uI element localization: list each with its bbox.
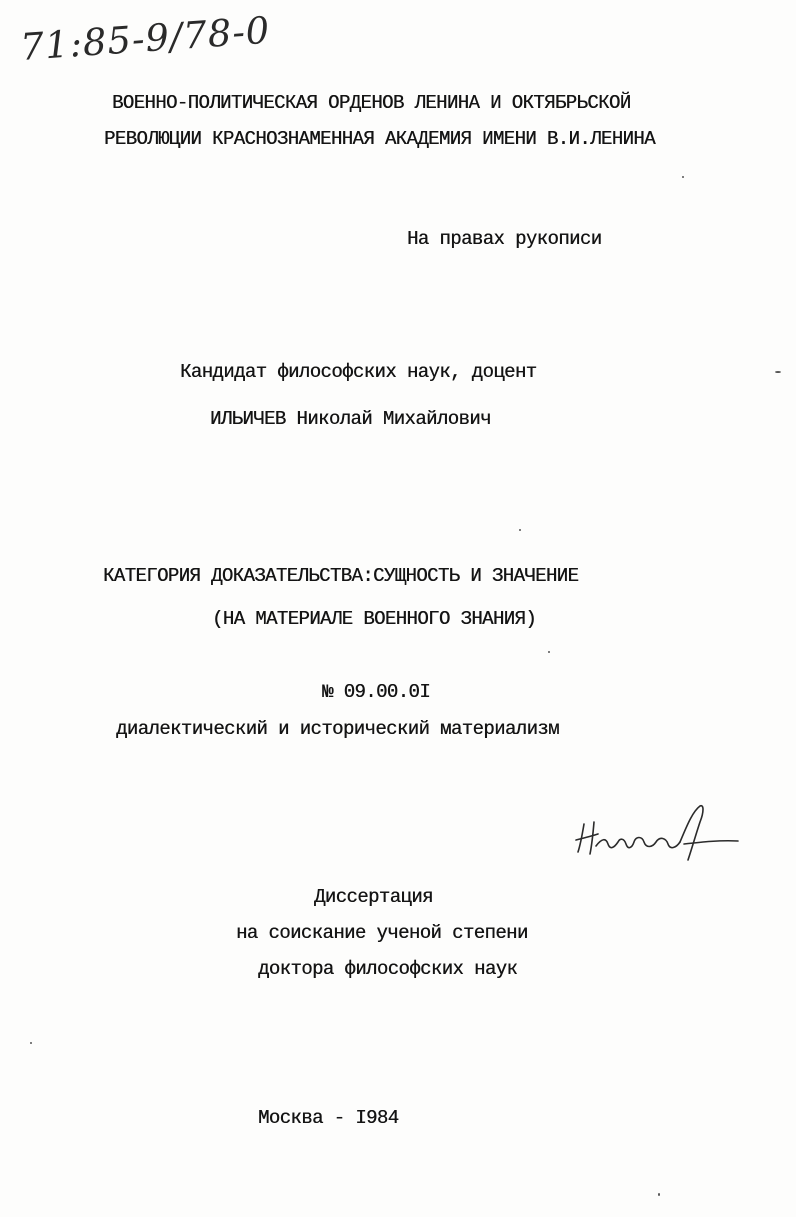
title-line-1: КАТЕГОРИЯ ДОКАЗАТЕЛЬСТВА:СУЩНОСТЬ И ЗНАЧЕНИЕ	[103, 565, 579, 587]
scan-speck	[775, 371, 781, 373]
title-line-2: (НА МАТЕРИАЛЕ ВОЕННОГО ЗНАНИЯ)	[212, 608, 537, 630]
scan-speck	[658, 1193, 660, 1196]
dissertation-line-3: доктора философских наук	[258, 958, 518, 980]
signature	[572, 798, 742, 868]
scan-speck	[519, 529, 521, 531]
specialty-name: диалектический и исторический материализм	[116, 718, 559, 740]
specialty-code: № 09.00.0I	[322, 681, 431, 703]
scan-speck	[30, 1042, 32, 1044]
manuscript-note: На правах рукописи	[407, 228, 602, 250]
scan-speck	[548, 651, 550, 653]
author-degree: Кандидат философских наук, доцент	[180, 361, 537, 383]
scan-speck	[682, 176, 684, 178]
institution-line-2: РЕВОЛЮЦИИ КРАСНОЗНАМЕННАЯ АКАДЕМИЯ ИМЕНИ В.И.ЛЕНИНА	[104, 128, 655, 150]
handwritten-archive-code: 71:85-9/78-0	[19, 8, 272, 69]
place-year: Москва - I984	[258, 1107, 399, 1129]
dissertation-line-2: на соискание ученой степени	[236, 922, 528, 944]
institution-line-1: ВОЕННО-ПОЛИТИЧЕСКАЯ ОРДЕНОВ ЛЕНИНА И ОКТЯБРЬСКОЙ	[112, 92, 631, 114]
author-name: ИЛЬИЧЕВ Николай Михайлович	[210, 408, 491, 430]
dissertation-line-1: Диссертация	[314, 886, 433, 908]
